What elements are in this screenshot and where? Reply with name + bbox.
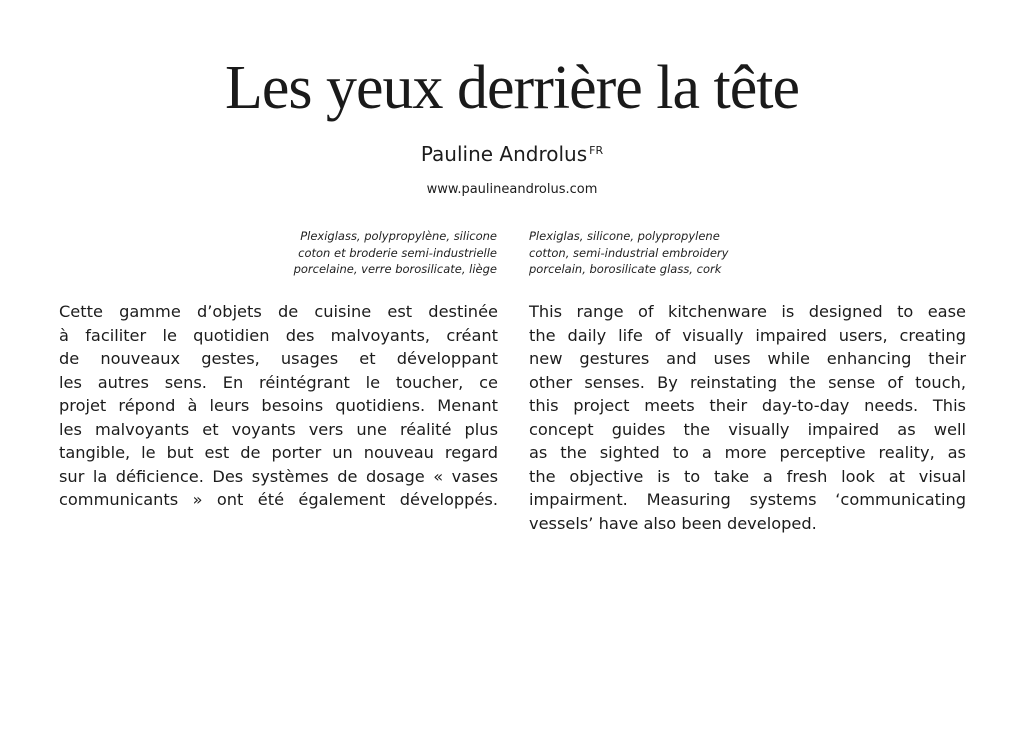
author-website: www.paulineandrolus.com <box>426 182 598 197</box>
page-title: Les yeux derrière la tête <box>225 54 799 122</box>
description-en <box>529 300 966 535</box>
description-fr-line: communicants » ont été également développés. <box>59 490 498 509</box>
description-en-line: other senses. By reinstating the sense of touch, <box>529 372 966 392</box>
materials-fr-line: Plexiglass, polypropylène, silicone <box>300 229 497 243</box>
description-en-line: vessels’ have also been developed. <box>529 513 817 533</box>
description-fr-line: les malvoyants et voyants vers une réalité plus <box>59 419 498 439</box>
description-en-line: concept guides the visually impaired as well <box>529 419 966 439</box>
description-fr-line: tangible, le but est de porter un nouveau regard <box>59 443 498 462</box>
author-name: Pauline Androlus <box>420 142 588 166</box>
materials-en-line: Plexiglas, silicone, polypropylene <box>529 229 720 243</box>
author-line <box>0 140 1024 168</box>
description-en-line: This range of kitchenware is designed to ease <box>529 302 966 321</box>
description-en-line: this project meets their day-to-day needs. This <box>529 396 966 415</box>
author-country: FR <box>589 144 604 157</box>
materials-fr-line: coton et broderie semi-industrielle <box>298 245 497 260</box>
materials-fr-line: porcelaine, verre borosilicate, liège <box>293 262 497 276</box>
description-fr-line: à faciliter le quotidien des malvoyants, créant <box>59 325 498 345</box>
description-fr-line: sur la déficience. Des systèmes de dosage « vases <box>59 466 498 486</box>
description-en-line: new gestures and uses while enhancing their <box>529 349 966 368</box>
materials-en <box>529 228 728 278</box>
description-en-line: as the sighted to a more perceptive reality, as <box>529 443 966 462</box>
description-fr-line: de nouveaux gestes, usages et développant <box>59 349 498 368</box>
description-fr-line: projet répond à leurs besoins quotidiens. Menant <box>59 396 498 415</box>
materials-fr <box>294 228 497 278</box>
materials-en-line: cotton, semi-industrial embroidery <box>529 245 729 260</box>
description-fr-line: Cette gamme d’objets de cuisine est destinée <box>59 302 498 321</box>
description-en-line: the objective is to take a fresh look at visual <box>529 466 966 486</box>
description-fr-line: les autres sens. En réintégrant le toucher, ce <box>59 372 498 392</box>
materials-en-line: porcelain, borosilicate glass, cork <box>529 262 722 276</box>
description-fr <box>59 300 498 512</box>
description-en-line: impairment. Measuring systems ‘communicating <box>529 490 966 509</box>
description-en-line: the daily life of visually impaired users, creating <box>529 325 966 345</box>
